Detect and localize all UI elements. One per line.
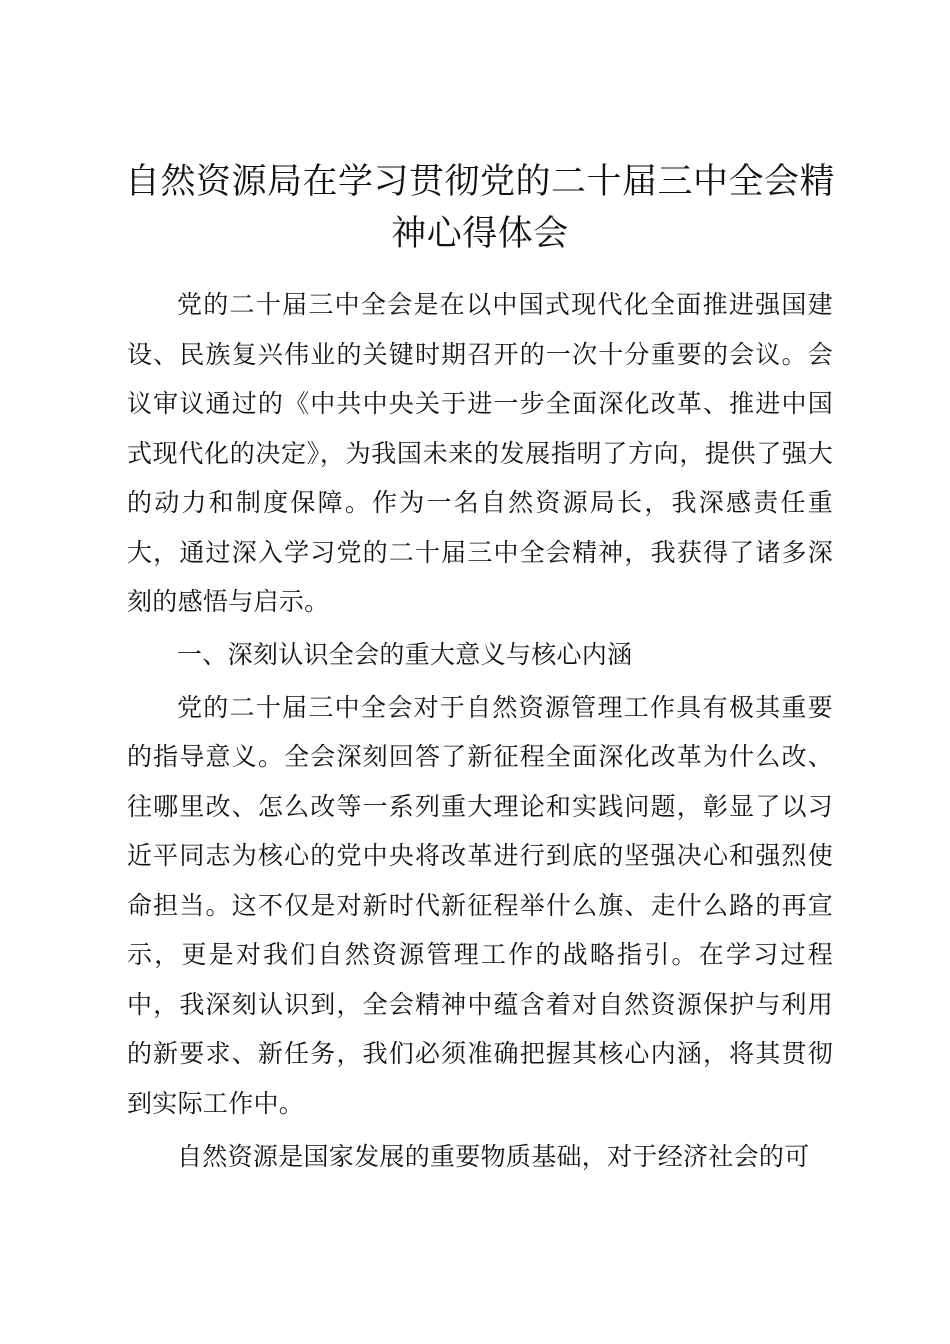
paragraph-significance: 党的二十届三中全会对于自然资源管理工作具有极其重要的指导意义。全会深刻回答了新征程全面深化改革为什么改、往哪里改、怎么改等一系列重大理论和实践问题，彰显了以习近平同志为核心的党中央将改革进行到底的坚强决心和强烈使命担当。这不仅是对新时代新征程举什么旗、走什么路的再宣示，更是对我们自然资源管理工作的战略指引。在学习过程中，我深刻认识到，全会精神中蕴含着对自然资源保护与利用的新要求、新任务，我们必须准确把握其核心内涵，将其贯彻到实际工作中。 [127,692,833,1118]
document-body [127,280,833,1182]
document-title: 自然资源局在学习贯彻党的二十届三中全会精神心得体会 [124,162,835,254]
section-heading-1: 一、深刻认识全会的重大意义与核心内涵 [177,639,633,669]
paragraph-intro: 党的二十届三中全会是在以中国式现代化全面推进强国建设、民族复兴伟业的关键时期召开的一次十分重要的会议。会议审议通过的《中共中央关于进一步全面深化改革、推进中国式现代化的决定》，为我国未来的发展指明了方向，提供了强大的动力和制度保障。作为一名自然资源局长，我深感责任重大，通过深入学习党的二十届三中全会精神，我获得了诸多深刻的感悟与启示。 [127,290,833,616]
paragraph-natural-resources: 自然资源是国家发展的重要物质基础，对于经济社会的可 [177,1142,810,1171]
